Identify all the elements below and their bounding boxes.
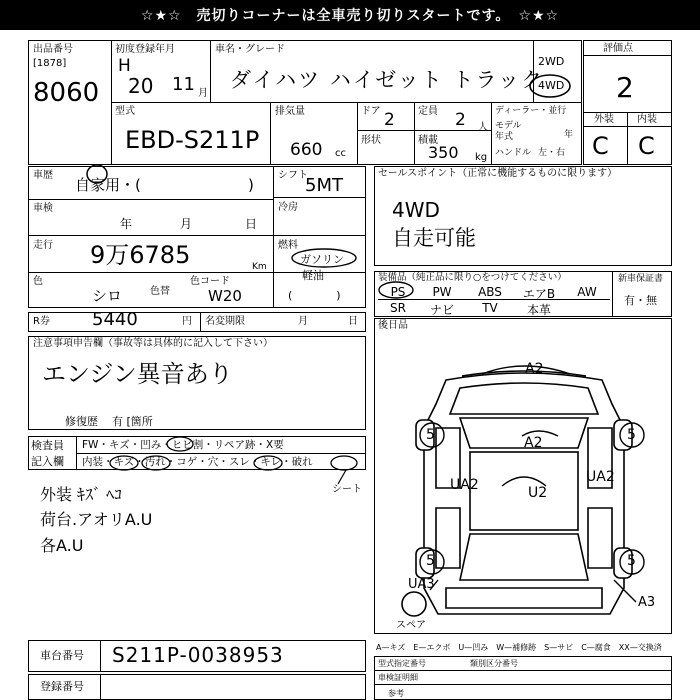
notes-value: エンジン異音あり — [42, 360, 233, 388]
fuel-gas: ガソリン — [300, 253, 344, 266]
color-label: 色 — [33, 276, 43, 287]
dealer-year-label: 年式 — [495, 132, 514, 142]
model-name-label: 車名・グレード — [215, 44, 285, 55]
ref-sub: 参考 — [388, 689, 404, 698]
displacement-value: 660 — [290, 140, 323, 160]
ac-label: 冷房 — [278, 202, 298, 213]
history-close: ) — [248, 176, 254, 194]
equip-sr: SR — [390, 301, 406, 315]
first-reg-year: 20 — [128, 74, 154, 98]
diagram-label-5-fr: 5 — [627, 427, 636, 443]
capacity-value: 2 — [455, 110, 466, 130]
lot-label: 出品番号 — [33, 44, 73, 55]
fuel-label: 燃料 — [278, 240, 298, 251]
capacity-label: 定員 — [418, 106, 438, 117]
score-label: 評価点 — [603, 43, 633, 54]
repair-value: 有 [箇所 — [112, 415, 153, 428]
history-value: 自家用・( — [75, 176, 141, 194]
chassis-label: 車台番号 — [40, 649, 84, 662]
history-circle-mark — [84, 162, 110, 186]
diagram-label-a2-top: A2 — [525, 361, 544, 377]
sales-point-line1: 4WD — [392, 198, 440, 222]
first-reg-month: 11 — [172, 74, 195, 95]
memo-line-1: 外装 ｷｽﾞ ﾍｺ — [40, 485, 123, 504]
int-value: C — [638, 132, 655, 160]
drive-2wd: 2WD — [538, 55, 565, 68]
ext-label: 外装 — [594, 114, 614, 125]
load-label: 積載 — [418, 135, 438, 146]
legend-text: A—キズ E—エクボ U—凹み W—補修跡 S—サビ C—腐食 XX—交換済 — [376, 643, 662, 652]
equip-abs: ABS — [478, 285, 502, 299]
lot-number: 8060 — [33, 78, 100, 108]
capacity-unit: 人 — [478, 122, 488, 133]
diagram-label-a2-roof: A2 — [524, 435, 543, 451]
mileage-label: 走行 — [33, 240, 53, 251]
warranty-label: 新車保証書 — [618, 274, 664, 284]
handle-label: ハンドル — [495, 148, 532, 158]
load-unit: kg — [475, 152, 488, 163]
equip-tv: TV — [482, 301, 498, 315]
history-label: 車歴 — [33, 170, 53, 181]
fuel-circle-mark — [290, 247, 358, 269]
type-label: 型式 — [115, 106, 135, 117]
displacement-label: 排気量 — [275, 106, 305, 117]
inspector-row-1: FW・キズ・凹み・ヒビ割・リペア跡・X要 — [82, 439, 284, 451]
equip-leather: 本革 — [526, 303, 551, 317]
diagram-spare-label: スペア — [396, 620, 426, 631]
memo-line-3: 各A.U — [40, 536, 84, 555]
recycle-unit: 円 — [182, 316, 192, 327]
register-label: 登録番号 — [40, 680, 84, 693]
diagram-label-u2: U2 — [528, 485, 548, 501]
load-value: 350 — [428, 143, 459, 162]
doors-value: 2 — [384, 110, 395, 130]
inspection-day-unit: 日 — [245, 217, 258, 231]
ext-value: C — [592, 132, 609, 160]
equip-ps: PS — [390, 285, 406, 299]
inspection-label: 車検 — [33, 203, 53, 214]
diagram-label-5-fl: 5 — [426, 427, 435, 443]
shape-label: 形状 — [361, 135, 381, 146]
warranty-value: 有・無 — [624, 294, 657, 307]
inspection-year-unit: 年 — [120, 217, 133, 231]
equipment-row-2 — [378, 301, 610, 318]
diagram-label-ua2-right: UA2 — [586, 469, 615, 485]
dealer-model-label: モデル — [495, 121, 522, 131]
inspector-extra: シート — [332, 484, 362, 495]
diagram-label-ua2-left: UA2 — [450, 477, 479, 493]
inspector-row-2: 内装・キズ・汚れ・コゲ・穴・スレ・キレ・破れ — [82, 456, 313, 468]
equip-pw: PW — [432, 285, 452, 299]
notes-label: 注意事項申告欄（事故等は具体的に記入して下さい） — [33, 338, 273, 349]
color-value: シロ — [92, 287, 123, 305]
score-value: 2 — [616, 71, 634, 104]
post-label: 後日品 — [378, 320, 408, 331]
equip-ps-circle-mark — [376, 280, 416, 300]
ref-label-3: 車検証明細 — [378, 673, 418, 682]
first-reg-month-unit: 月 — [198, 88, 208, 99]
memo-line-2: 荷台.アオリA.U — [40, 510, 153, 529]
dealer-year-unit: 年 — [564, 130, 574, 140]
mileage-value: 9万6785 — [90, 241, 191, 269]
sales-point-line2: 自走可能 — [392, 226, 476, 250]
deadline-day-unit: 日 — [348, 316, 358, 327]
inspector-entry-label: 記入欄 — [31, 455, 64, 468]
model-name-value: ダイハツ ハイゼット トラック — [230, 68, 545, 92]
lot-sub: [1878] — [33, 58, 67, 69]
fuel-other: ( ) — [288, 289, 341, 302]
diagram-label-5-rr: 5 — [627, 553, 636, 569]
diagram-label-a3: A3 — [638, 595, 656, 610]
sales-point-label: セールスポイント（正常に機能するものに限ります） — [378, 168, 618, 179]
color-code-label: 色コード — [190, 276, 230, 287]
recycle-value: 5440 — [92, 309, 138, 330]
deadline-month-unit: 月 — [298, 316, 308, 327]
chassis-value: S211P-0038953 — [112, 643, 284, 667]
type-value: EBD-S211P — [125, 126, 260, 154]
banner: ☆★☆ 売切りコーナーは全車売り切りスタートです。 ☆★☆ — [0, 0, 700, 30]
color-code-value: W20 — [208, 287, 242, 305]
shift-value: 5MT — [305, 175, 343, 196]
int-label: 内装 — [637, 114, 657, 125]
ref-label-1: 型式指定番号 — [378, 659, 426, 668]
equip-navi: ナビ — [429, 303, 454, 317]
recycle-row — [28, 309, 366, 332]
ref-label-2: 類別区分番号 — [470, 659, 518, 668]
repair-label: 修復歴 — [65, 415, 98, 428]
displacement-unit: cc — [335, 148, 346, 159]
first-reg-label: 初度登録年月 — [115, 44, 175, 55]
inspector-label: 検査員 — [31, 439, 64, 452]
recycle-label: R券 — [33, 316, 50, 327]
equipment-label: 装備品（純正品に限り○をつけてください） — [378, 272, 567, 283]
mileage-unit: Km — [252, 262, 267, 272]
first-reg-era: H — [118, 56, 131, 76]
inspection-month-unit: 月 — [180, 217, 193, 231]
equip-aw: AW — [577, 285, 597, 299]
doors-label: ドア — [361, 106, 381, 117]
diagram-label-5-rl: 5 — [426, 553, 435, 569]
deadline-label: 名変期限 — [205, 316, 245, 327]
equip-airbag: エアB — [522, 287, 556, 301]
color-swap-label: 色替 — [150, 286, 170, 297]
drive-4wd: 4WD — [538, 79, 565, 92]
drive-circle-mark — [528, 72, 574, 100]
dealer-label: ディーラー・並行 — [495, 106, 567, 116]
fuel-diesel: 軽油 — [302, 269, 324, 282]
diagram-label-ua3: UA3 — [408, 577, 435, 592]
inspector-marks — [76, 436, 366, 492]
shift-label: シフト — [278, 170, 308, 181]
handle-value: 左・右 — [538, 148, 566, 158]
